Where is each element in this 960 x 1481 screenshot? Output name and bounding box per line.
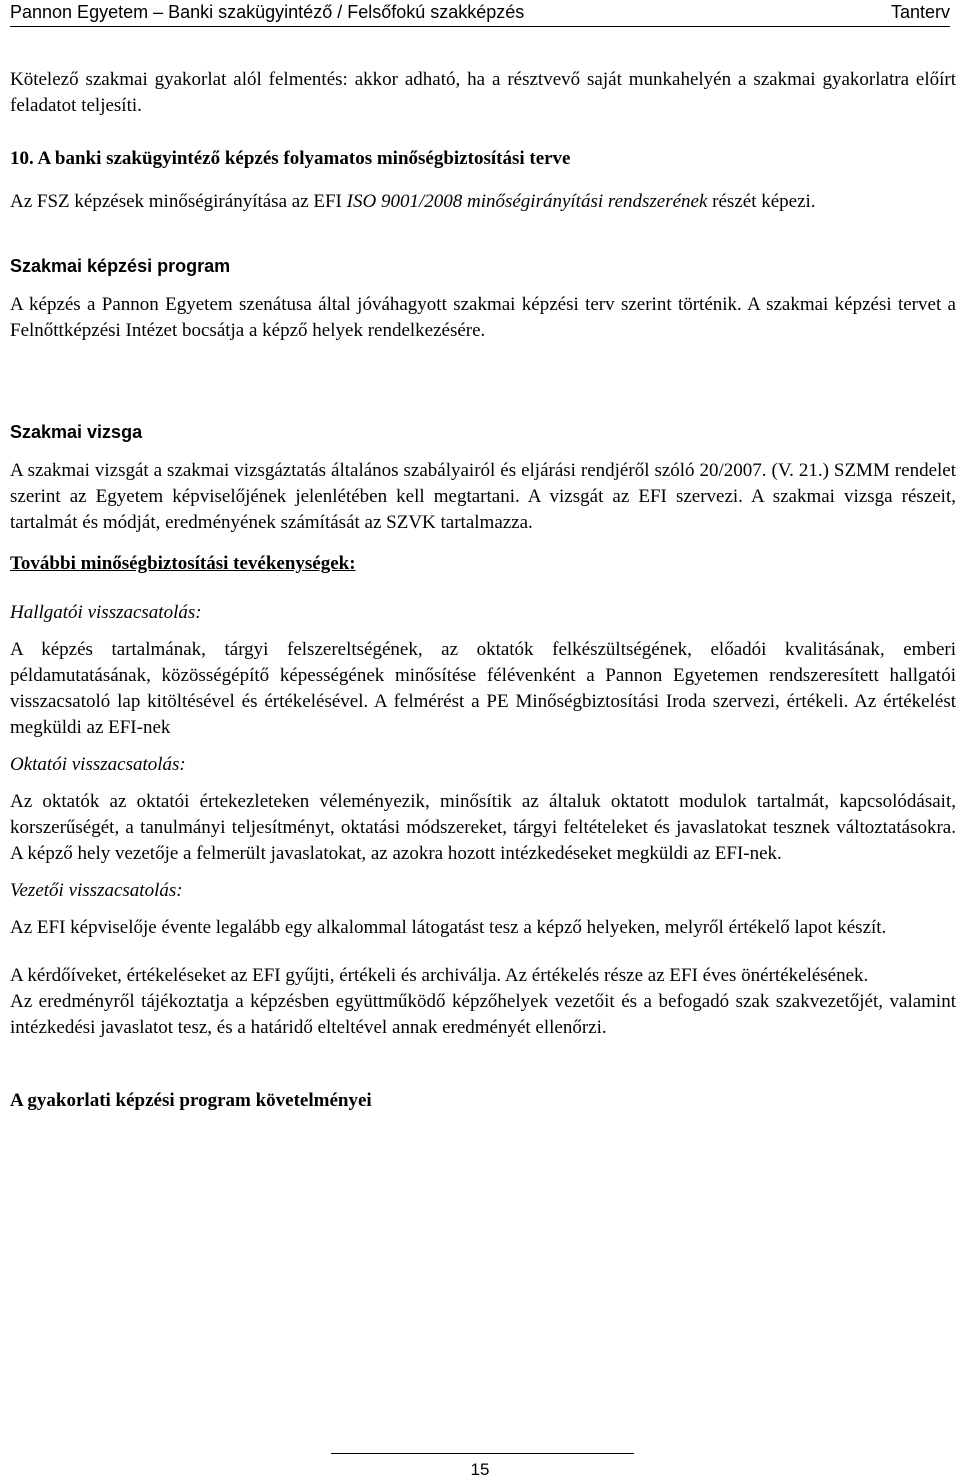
page-number: 15	[470, 1460, 490, 1479]
fsz-paragraph	[10, 189, 956, 215]
exam-title: Szakmai vizsga	[10, 422, 143, 442]
teacher-feedback-paragraph: Az oktatók az oktatói értekezleteken véleményezik, minősítik az általuk oktatott modulok tartalmát, kapcsolódásait, korszerűségét, a tanulmányi teljesítményt, oktatási módszereket, tárgyi feltételeket és javaslatokat tesznek változtatásokra. A képző hely vezetője a felmerült javaslatokat, az azokra hozott intézkedéseket megküldi az EFI-nek.	[10, 791, 956, 864]
student-feedback-title: Hallgatói visszacsatolás:	[10, 602, 202, 623]
exam-paragraph: A szakmai vizsgát a szakmai vizsgáztatás általános szabályairól és eljárási rendjéről szóló 20/2007. (V. 21.) SZMM rendelet szerint az Egyetem képviselőjének jelenlétében kell megtartani. A vizsgát az EFI szervezi. A szakmai vizsga részeit, tartalmát és módját, eredményének számítását az SZVK tartalmazza.	[10, 460, 956, 533]
teacher-feedback-title: Oktatói visszacsatolás:	[10, 754, 186, 775]
intro-paragraph: Kötelező szakmai gyakorlat alól felmentés: akkor adható, ha a résztvevő saját munkahelyén a szakmai gyakorlatra előírt feladatot teljesíti.	[10, 69, 956, 116]
practical-program-title: A gyakorlati képzési program követelményei	[10, 1090, 372, 1111]
header-section: Tanterv	[890, 2, 950, 22]
result-paragraph: Az eredményről tájékoztatja a képzésben együttműködő képzőhelyek vezetőit és a befogadó szak szakvezetőjét, valamint intézkedési javaslatot tesz, és a határidő elteltével annak eredményét ellenőrzi.	[10, 991, 956, 1038]
fsz-iso-reference: ISO 9001/2008 minőségirányítási rendszerének	[346, 191, 708, 212]
fsz-text-end: részét képezi.	[707, 191, 816, 212]
program-title: Szakmai képzési program	[10, 256, 231, 276]
leader-feedback-title: Vezetői visszacsatolás:	[10, 880, 183, 901]
header-title: Pannon Egyetem – Banki szakügyintéző / Felsőfokú szakképzés	[10, 2, 525, 22]
leader-feedback-paragraph: Az EFI képviselője évente legalább egy alkalommal látogatást tesz a képző helyeken, melyről értékelő lapot készít.	[10, 917, 887, 938]
page-header	[10, 0, 950, 27]
page-body	[10, 67, 956, 1114]
student-feedback-paragraph: A képzés tartalmának, tárgyi felszereltségének, az oktatók felkészültségének, előadói kvalitásának, emberi példamutatásának, közösségépítő képességének minősítése félévenként a Pannon Egyetemen rendszeresített hallgatói visszacsatoló lap kitöltésével és értékelésével. A felmérést a PE Minőségbiztosítási Iroda szervezi, értékeli. Az értékelést megküldi az EFI-nek	[10, 639, 956, 738]
further-activities-title: További minőségbiztosítási tevékenységek:	[10, 553, 356, 574]
section-10-title: 10. A banki szakügyintéző képzés folyamatos minőségbiztosítási terve	[10, 148, 571, 169]
footer-divider	[331, 1453, 634, 1454]
fsz-text-start: Az FSZ képzések minőségirányítása az EFI	[10, 191, 347, 212]
survey-paragraph: A kérdőíveket, értékeléseket az EFI gyűjti, értékeli és archiválja. Az értékelés része az EFI éves önértékelésének.	[10, 965, 869, 986]
program-paragraph: A képzés a Pannon Egyetem szenátusa által jóváhagyott szakmai képzési terv szerint történik. A szakmai képzési tervet a Felnőttképzési Intézet bocsátja a képző helyek rendelkezésére.	[10, 294, 956, 341]
